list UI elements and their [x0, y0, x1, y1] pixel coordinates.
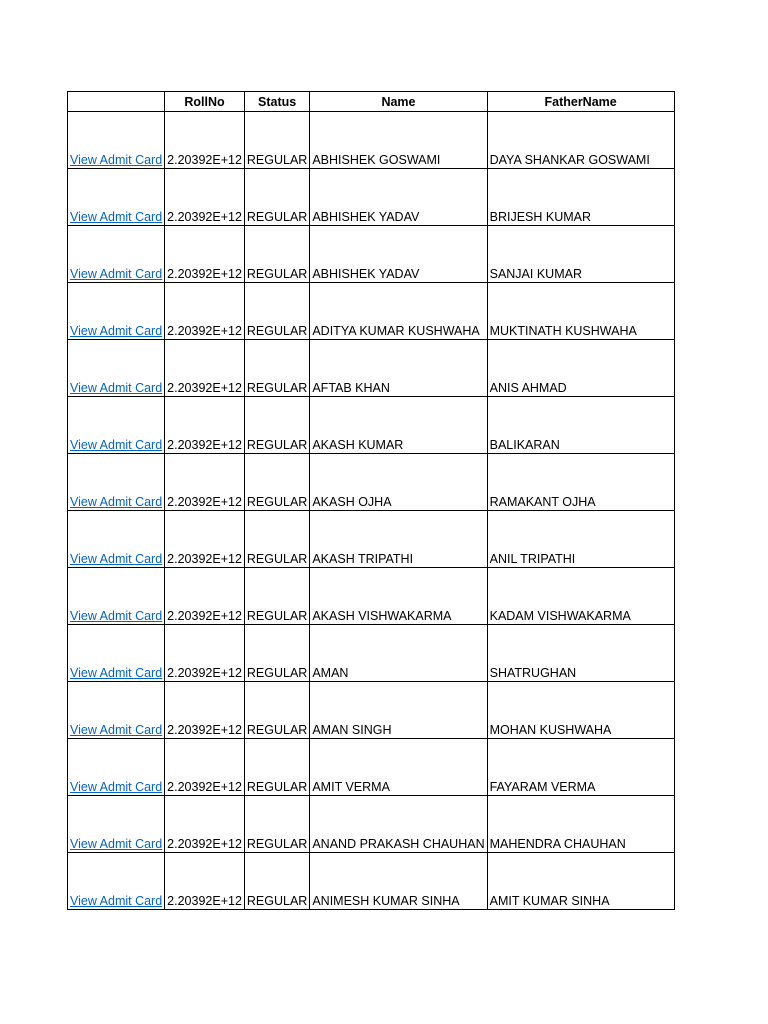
header-name: Name — [310, 92, 487, 112]
table-row — [68, 226, 675, 283]
name-cell: ABHISHEK YADAV — [310, 226, 487, 283]
header-row — [68, 92, 675, 112]
table-row — [68, 682, 675, 739]
status-cell: REGULAR — [244, 226, 309, 283]
header-rollno: RollNo — [165, 92, 245, 112]
view-admit-card-link[interactable]: View Admit Card — [70, 210, 163, 224]
link-cell — [68, 226, 165, 283]
status-cell: REGULAR — [244, 283, 309, 340]
link-cell — [68, 340, 165, 397]
rollno-cell: 2.20392E+12 — [165, 283, 245, 340]
fathername-cell: AMIT KUMAR SINHA — [487, 853, 674, 910]
rollno-cell: 2.20392E+12 — [165, 226, 245, 283]
link-cell — [68, 796, 165, 853]
rollno-cell: 2.20392E+12 — [165, 169, 245, 226]
table-row — [68, 283, 675, 340]
status-cell: REGULAR — [244, 340, 309, 397]
link-cell — [68, 739, 165, 796]
fathername-cell: MUKTINATH KUSHWAHA — [487, 283, 674, 340]
rollno-cell: 2.20392E+12 — [165, 340, 245, 397]
table-row — [68, 568, 675, 625]
name-cell: AFTAB KHAN — [310, 340, 487, 397]
view-admit-card-link[interactable]: View Admit Card — [70, 381, 163, 395]
name-cell: ABHISHEK GOSWAMI — [310, 112, 487, 169]
fathername-cell: SHATRUGHAN — [487, 625, 674, 682]
view-admit-card-link[interactable]: View Admit Card — [70, 780, 163, 794]
view-admit-card-link[interactable]: View Admit Card — [70, 723, 163, 737]
rollno-cell: 2.20392E+12 — [165, 796, 245, 853]
header-fathername: FatherName — [487, 92, 674, 112]
view-admit-card-link[interactable]: View Admit Card — [70, 438, 163, 452]
status-cell: REGULAR — [244, 739, 309, 796]
link-cell — [68, 169, 165, 226]
name-cell: ADITYA KUMAR KUSHWAHA — [310, 283, 487, 340]
rollno-cell: 2.20392E+12 — [165, 454, 245, 511]
fathername-cell: BRIJESH KUMAR — [487, 169, 674, 226]
header-status: Status — [244, 92, 309, 112]
rollno-cell: 2.20392E+12 — [165, 853, 245, 910]
rollno-cell: 2.20392E+12 — [165, 112, 245, 169]
name-cell: AMIT VERMA — [310, 739, 487, 796]
fathername-cell: SANJAI KUMAR — [487, 226, 674, 283]
table-row — [68, 853, 675, 910]
name-cell: ANAND PRAKASH CHAUHAN — [310, 796, 487, 853]
link-cell — [68, 853, 165, 910]
rollno-cell: 2.20392E+12 — [165, 511, 245, 568]
view-admit-card-link[interactable]: View Admit Card — [70, 609, 163, 623]
link-cell — [68, 511, 165, 568]
table-row — [68, 112, 675, 169]
fathername-cell: MOHAN KUSHWAHA — [487, 682, 674, 739]
view-admit-card-link[interactable]: View Admit Card — [70, 153, 163, 167]
status-cell: REGULAR — [244, 853, 309, 910]
rollno-cell: 2.20392E+12 — [165, 682, 245, 739]
status-cell: REGULAR — [244, 169, 309, 226]
rollno-cell: 2.20392E+12 — [165, 739, 245, 796]
fathername-cell: RAMAKANT OJHA — [487, 454, 674, 511]
link-cell — [68, 283, 165, 340]
status-cell: REGULAR — [244, 454, 309, 511]
link-cell — [68, 454, 165, 511]
table-row — [68, 169, 675, 226]
name-cell: AKASH TRIPATHI — [310, 511, 487, 568]
view-admit-card-link[interactable]: View Admit Card — [70, 495, 163, 509]
rollno-cell: 2.20392E+12 — [165, 625, 245, 682]
fathername-cell: FAYARAM VERMA — [487, 739, 674, 796]
table-row — [68, 796, 675, 853]
rollno-cell: 2.20392E+12 — [165, 397, 245, 454]
name-cell: AKASH KUMAR — [310, 397, 487, 454]
status-cell: REGULAR — [244, 511, 309, 568]
link-cell — [68, 625, 165, 682]
fathername-cell: BALIKARAN — [487, 397, 674, 454]
link-cell — [68, 568, 165, 625]
link-cell — [68, 682, 165, 739]
status-cell: REGULAR — [244, 682, 309, 739]
table-row — [68, 397, 675, 454]
link-cell — [68, 112, 165, 169]
name-cell: AKASH VISHWAKARMA — [310, 568, 487, 625]
status-cell: REGULAR — [244, 625, 309, 682]
link-cell — [68, 397, 165, 454]
fathername-cell: DAYA SHANKAR GOSWAMI — [487, 112, 674, 169]
status-cell: REGULAR — [244, 568, 309, 625]
status-cell: REGULAR — [244, 112, 309, 169]
fathername-cell: ANIL TRIPATHI — [487, 511, 674, 568]
fathername-cell: MAHENDRA CHAUHAN — [487, 796, 674, 853]
rollno-cell: 2.20392E+12 — [165, 568, 245, 625]
name-cell: AMAN SINGH — [310, 682, 487, 739]
table-row — [68, 739, 675, 796]
name-cell: ANIMESH KUMAR SINHA — [310, 853, 487, 910]
admit-card-table — [67, 91, 675, 910]
view-admit-card-link[interactable]: View Admit Card — [70, 894, 163, 908]
view-admit-card-link[interactable]: View Admit Card — [70, 837, 163, 851]
status-cell: REGULAR — [244, 796, 309, 853]
status-cell: REGULAR — [244, 397, 309, 454]
name-cell: AMAN — [310, 625, 487, 682]
view-admit-card-link[interactable]: View Admit Card — [70, 552, 163, 566]
view-admit-card-link[interactable]: View Admit Card — [70, 324, 163, 338]
fathername-cell: KADAM VISHWAKARMA — [487, 568, 674, 625]
table-row — [68, 511, 675, 568]
name-cell: AKASH OJHA — [310, 454, 487, 511]
header-link — [68, 92, 165, 112]
table-row — [68, 625, 675, 682]
table-body — [68, 112, 675, 910]
view-admit-card-link[interactable]: View Admit Card — [70, 267, 163, 281]
table-row — [68, 340, 675, 397]
name-cell: ABHISHEK YADAV — [310, 169, 487, 226]
table-row — [68, 454, 675, 511]
fathername-cell: ANIS AHMAD — [487, 340, 674, 397]
view-admit-card-link[interactable]: View Admit Card — [70, 666, 163, 680]
